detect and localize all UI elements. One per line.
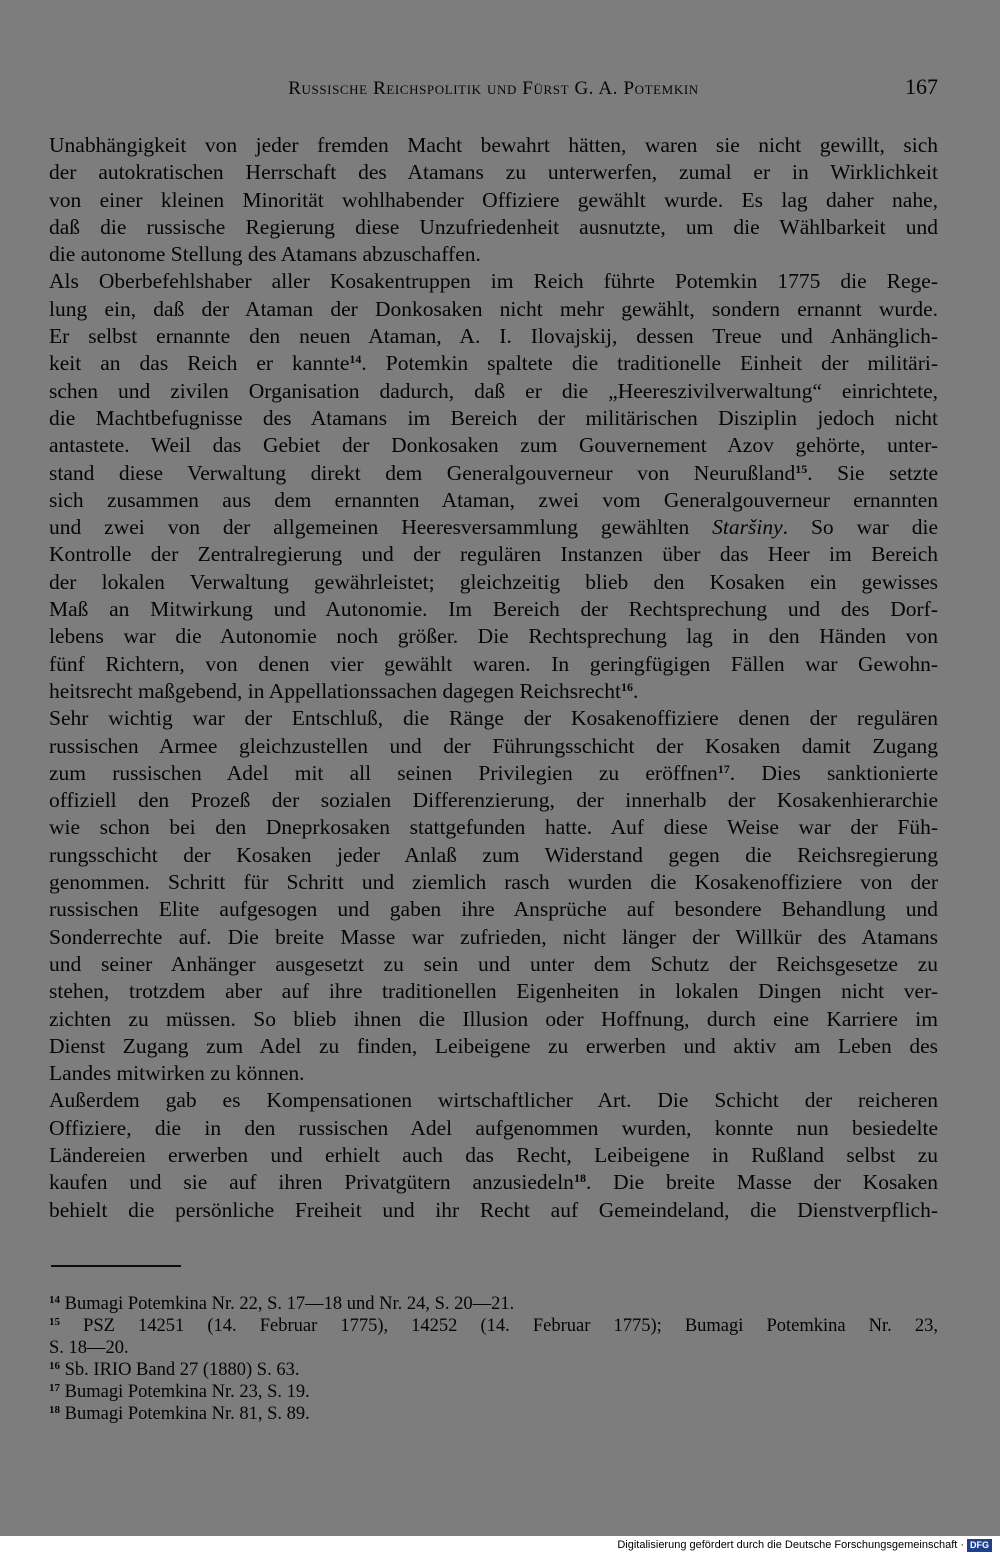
italic-term: Staršiny xyxy=(712,515,783,540)
line-text: wie schon bei den Dneprkosaken stattgefunden hatte. Auf diese Weise war der Füh- xyxy=(49,815,938,840)
footnote-number: 16 xyxy=(49,1360,60,1372)
footnote-ref: 14 xyxy=(349,352,362,367)
text-line xyxy=(49,514,938,541)
line-text: genommen. Schritt für Schritt und ziemlich rasch wurden die Kosakenoffiziere von der xyxy=(49,870,938,895)
line-text: der lokalen Verwaltung gewährleistet; gleichzeitig blieb den Kosaken ein gewisses xyxy=(49,569,938,594)
page-number: 167 xyxy=(905,74,938,99)
footnote-number: 14 xyxy=(49,1294,60,1306)
text-line xyxy=(49,978,938,1005)
text-line xyxy=(49,132,938,159)
text-line xyxy=(49,678,938,705)
text-line xyxy=(49,596,938,623)
text-line xyxy=(49,951,938,978)
line-text: Maß an Mitwirkung und Autonomie. Im Bereich der Rechtsprechung und des Dorf- xyxy=(49,597,938,622)
line-text: Ländereien erwerben und erhielt auch das Recht, Leibeigene in Rußland selbst zu xyxy=(49,1142,938,1167)
text-line xyxy=(49,460,938,487)
text-line xyxy=(49,1060,938,1087)
line-text: antastete. Weil das Gebiet der Donkosaken zum Gouvernement Azov gehörte, unter- xyxy=(49,433,938,458)
line-text: Kontrolle der Zentralregierung und der regulären Instanzen über das Heer im Bereich xyxy=(49,542,938,567)
footnote xyxy=(49,1403,938,1425)
footnote xyxy=(49,1293,938,1315)
text-line xyxy=(49,241,938,268)
line-text: der autokratischen Herrschaft des Atamans zu unterwerfen, zumal er in Wirklichkeit xyxy=(49,160,938,185)
text-line xyxy=(49,760,938,787)
text-line xyxy=(49,1142,938,1169)
line-text: . So war die xyxy=(782,515,938,540)
text-line xyxy=(49,1197,938,1224)
text-line xyxy=(49,159,938,186)
text-line xyxy=(49,651,938,678)
text-line xyxy=(49,1169,938,1196)
footnote-divider xyxy=(51,1265,181,1267)
footnote-text: PSZ 14251 (14. Februar 1775), 14252 (14. Februar 1775); Bumagi Potemkina Nr. 23, xyxy=(83,1316,939,1336)
line-text: Sonderrechte auf. Die breite Masse war zufrieden, nicht länger der Willkür des Atamans xyxy=(49,924,938,949)
text-line xyxy=(49,787,938,814)
footnote-text: Bumagi Potemkina Nr. 22, S. 17—18 und Nr. 24, S. 20—21. xyxy=(64,1294,515,1314)
line-text: . Dies sanktionierte xyxy=(729,760,938,785)
text-line xyxy=(49,705,938,732)
line-text: . Potemkin spaltete die traditionelle Einheit der militäri- xyxy=(361,351,938,376)
footnote-ref: 16 xyxy=(620,679,633,694)
line-text: russischen Elite aufgesogen und gaben ihre Ansprüche auf besondere Behandlung und xyxy=(49,897,938,922)
text-line xyxy=(49,1006,938,1033)
text-line xyxy=(49,432,938,459)
text-line xyxy=(49,323,938,350)
text-line xyxy=(49,924,938,951)
text-line xyxy=(49,569,938,596)
line-text: offiziell den Prozeß der sozialen Differenzierung, der innerhalb der Kosakenhierarchie xyxy=(49,788,938,813)
line-text: heitsrecht maßgebend, in Appellationssachen dagegen Reichsrecht xyxy=(49,678,621,703)
line-text: lung ein, daß der Ataman der Donkosaken nicht mehr gewählt, sondern ernannt wurde. xyxy=(49,296,938,321)
line-text: von einer kleinen Minorität wohlhabender Offiziere gewählt wurde. Es lag daher nahe, xyxy=(49,187,938,212)
line-text: fünf Richtern, von denen vier gewählt waren. In geringfügigen Fällen war Gewohn- xyxy=(49,651,938,676)
line-text: die autonome Stellung des Atamans abzuschaffen. xyxy=(49,242,481,267)
line-text: zum russischen Adel mit all seinen Privilegien zu eröffnen xyxy=(49,760,718,785)
body-text xyxy=(49,132,938,1224)
footnote-text: Bumagi Potemkina Nr. 23, S. 19. xyxy=(64,1382,310,1402)
text-line xyxy=(49,842,938,869)
text-line xyxy=(49,623,938,650)
text-line xyxy=(49,733,938,760)
text-line xyxy=(49,405,938,432)
line-text: Sehr wichtig war der Entschluß, die Ränge der Kosakenoffiziere denen der regulären xyxy=(49,706,938,731)
footnote-text: Bumagi Potemkina Nr. 81, S. 89. xyxy=(64,1404,310,1424)
line-text: stehen, trotzdem aber auf ihre traditionellen Eigenheiten in lokalen Dingen nicht ver- xyxy=(49,979,938,1004)
footnote-number: 17 xyxy=(49,1382,60,1394)
text-line xyxy=(49,541,938,568)
line-text: kaufen und sie auf ihren Privatgütern anzusiedeln xyxy=(49,1170,574,1195)
text-line xyxy=(49,487,938,514)
page-header xyxy=(49,74,938,106)
text-line xyxy=(49,1115,938,1142)
line-text: . xyxy=(632,678,639,703)
line-text: Außerdem gab es Kompensationen wirtschaftlicher Art. Die Schicht der reicheren xyxy=(49,1088,938,1113)
text-line xyxy=(49,869,938,896)
text-line xyxy=(49,214,938,241)
line-text: Landes mitwirken zu können. xyxy=(49,1061,305,1086)
dfg-logo-icon: DFG xyxy=(967,1539,992,1552)
text-line xyxy=(49,1033,938,1060)
footnote-number: 15 xyxy=(49,1316,60,1328)
line-text: Unabhängigkeit von jeder fremden Macht bewahrt hätten, waren sie nicht gewillt, sich xyxy=(49,133,938,157)
line-text: zichten zu müssen. So blieb ihnen die Illusion oder Hoffnung, durch eine Karriere im xyxy=(49,1006,938,1031)
digitization-credit xyxy=(617,1537,992,1553)
line-text: die Machtbefugnisse des Atamans im Bereich der militärischen Disziplin jedoch nicht xyxy=(49,405,938,430)
line-text: Er selbst ernannte den neuen Ataman, A. I. Ilovajskij, dessen Treue und Anhänglich- xyxy=(49,324,938,349)
footnote-ref: 15 xyxy=(795,461,808,476)
footnote xyxy=(49,1337,938,1359)
line-text: rungsschicht der Kosaken jeder Anlaß zum Widerstand gegen die Reichsregierung xyxy=(49,842,938,867)
text-line xyxy=(49,350,938,377)
footnote xyxy=(49,1359,938,1381)
footnotes xyxy=(49,1293,938,1425)
line-text: lebens war die Autonomie noch größer. Die Rechtsprechung lag in den Händen von xyxy=(49,624,938,649)
line-text: stand diese Verwaltung direkt dem Generalgouverneur von Neurußland xyxy=(49,460,796,485)
text-line xyxy=(49,814,938,841)
line-text: daß die russische Regierung diese Unzufriedenheit ausnutzte, um die Wählbarkeit und xyxy=(49,214,938,239)
text-line xyxy=(49,268,938,295)
text-line xyxy=(49,296,938,323)
text-line xyxy=(49,378,938,405)
footnote xyxy=(49,1381,938,1403)
line-text: russischen Armee gleichzustellen und der Führungsschicht der Kosaken damit Zugang xyxy=(49,733,938,758)
credit-separator: · xyxy=(960,1539,964,1551)
line-text: . Sie setzte xyxy=(807,460,938,485)
line-text: . Die breite Masse der Kosaken xyxy=(585,1170,938,1195)
line-text: keit an das Reich er kannte xyxy=(49,351,350,376)
footnote-text: Sb. IRIO Band 27 (1880) S. 63. xyxy=(64,1360,300,1380)
text-line xyxy=(49,1087,938,1114)
credit-text: Digitalisierung gefördert durch die Deutsche Forschungsgemeinschaft xyxy=(617,1539,958,1551)
text-line xyxy=(49,896,938,923)
footnote-number: 18 xyxy=(49,1404,60,1416)
footnote-text: S. 18—20. xyxy=(49,1338,129,1358)
running-title: Russische Reichspolitik und Fürst G. A. Potemkin xyxy=(288,78,699,99)
line-text: sich zusammen aus dem ernannten Ataman, zwei vom Generalgouverneur ernannten xyxy=(49,487,938,512)
line-text: und seiner Anhänger ausgesetzt zu sein und unter dem Schutz der Reichsgesetze zu xyxy=(49,951,938,976)
footnote-ref: 17 xyxy=(717,761,730,776)
line-text: schen und zivilen Organisation dadurch, daß er die „Heereszivilverwaltung“ einrichtete, xyxy=(49,378,938,403)
line-text: Offiziere, die in den russischen Adel aufgenommen wurden, konnte nun besiedelte xyxy=(49,1115,938,1140)
footnote-ref: 18 xyxy=(573,1171,586,1186)
line-text: Dienst Zugang zum Adel zu finden, Leibeigene zu erwerben und aktiv am Leben des xyxy=(49,1033,938,1058)
line-text: und zwei von der allgemeinen Heeresversammlung gewählten xyxy=(49,515,713,540)
footnote xyxy=(49,1315,938,1337)
text-line xyxy=(49,187,938,214)
line-text: behielt die persönliche Freiheit und ihr Recht auf Gemeindeland, die Dienstverpflich- xyxy=(49,1197,938,1222)
line-text: Als Oberbefehlshaber aller Kosakentruppen im Reich führte Potemkin 1775 die Rege- xyxy=(49,269,938,294)
